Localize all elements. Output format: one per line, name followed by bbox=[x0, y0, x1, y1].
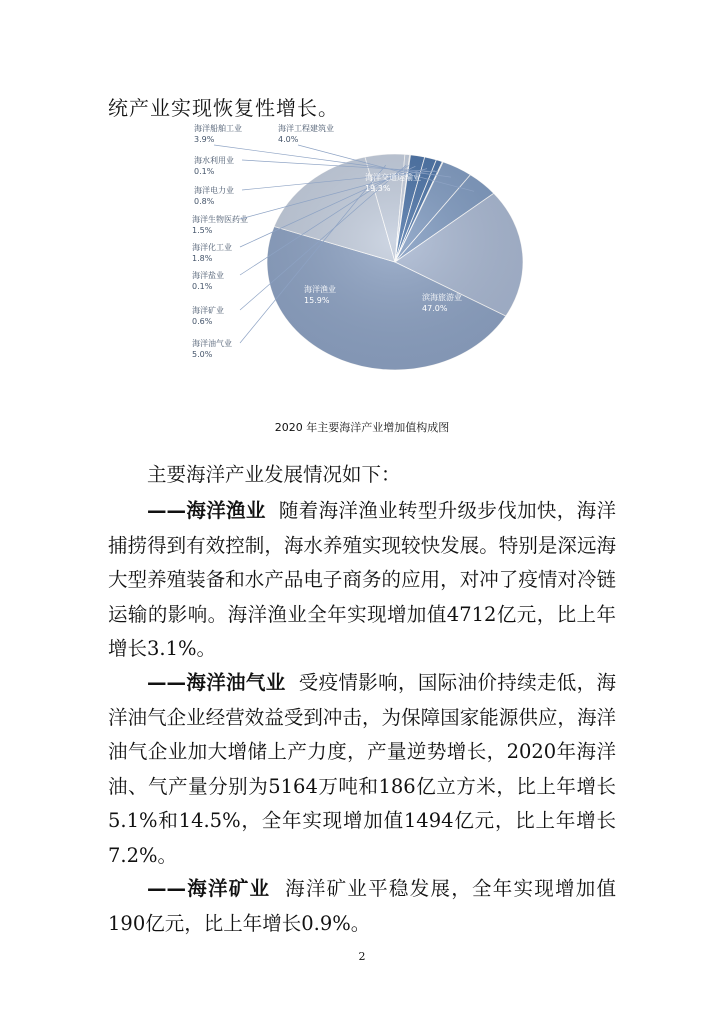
slice-label: 海洋工程建筑业 bbox=[278, 124, 334, 133]
slice-label: 海洋化工业 bbox=[192, 243, 232, 252]
slice-value-label: 3.9% bbox=[194, 135, 215, 144]
slice-value-label: 1.5% bbox=[192, 226, 213, 235]
pie-slices bbox=[267, 154, 523, 370]
slice-label: 海洋盐业 bbox=[192, 271, 224, 280]
slice-value-label: 1.8% bbox=[192, 254, 213, 263]
overview-paragraph: 主要海洋产业发展情况如下： bbox=[147, 463, 401, 486]
intro-line: 统产业实现恢复性增长。 bbox=[108, 96, 339, 120]
section-heading: ——海洋渔业 bbox=[147, 499, 266, 522]
chart-caption: 2020 年主要海洋产业增加值构成图 bbox=[274, 421, 450, 434]
section-body: 海洋矿业平稳发展，全年实现增加值190亿元，比上年增长0.9%。 bbox=[108, 877, 616, 935]
slice-value-label: 0.1% bbox=[192, 282, 213, 291]
slice-value-label: 4.0% bbox=[278, 135, 299, 144]
slice-label: 海水利用业 bbox=[194, 156, 234, 165]
slice-label: 海洋交通运输业 bbox=[365, 173, 421, 182]
slice-value-label: 15.9% bbox=[304, 296, 330, 305]
section-heading: ——海洋油气业 bbox=[147, 671, 286, 694]
slice-value-label: 0.6% bbox=[192, 317, 213, 326]
section-mining bbox=[108, 872, 616, 941]
section-body: 受疫情影响，国际油价持续走低，海洋油气企业经营效益受到冲击，为保障国家能源供应，海洋油气企业加大增储上产力度，产量逆势增长，2020年海洋油、气产量分别为5164万吨和186亿立方米，比上年增长5.1%和14.5%，全年实现增加值1494亿元，比上年增长7.2%。 bbox=[108, 671, 616, 867]
section-heading: ——海洋矿业 bbox=[147, 877, 271, 900]
slice-value-label: 47.0% bbox=[422, 304, 448, 313]
slice-label: 海洋生物医药业 bbox=[192, 215, 248, 224]
slice-label: 滨海旅游业 bbox=[422, 293, 462, 302]
slice-label: 海洋船舶工业 bbox=[194, 124, 242, 133]
slice-label: 海洋电力业 bbox=[194, 186, 234, 195]
section-fishery bbox=[108, 494, 616, 667]
slice-label: 海洋矿业 bbox=[192, 306, 224, 315]
slice-value-label: 0.8% bbox=[194, 197, 215, 206]
slice-value-label: 19.3% bbox=[365, 184, 391, 193]
slice-value-label: 5.0% bbox=[192, 350, 213, 359]
slice-label: 海洋油气业 bbox=[192, 339, 232, 348]
page-number: 2 bbox=[358, 950, 366, 963]
section-oil-gas bbox=[108, 666, 616, 873]
section-body: 随着海洋渔业转型升级步伐加快，海洋捕捞得到有效控制，海水养殖实现较快发展。特别是深远海大型养殖装备和水产品电子商务的应用，对冲了疫情对冷链运输的影响。海洋渔业全年实现增加值4712亿元，比上年增长3.1%。 bbox=[108, 499, 616, 660]
pie-chart bbox=[0, 0, 724, 440]
pie-shading bbox=[267, 154, 523, 370]
slice-value-label: 0.1% bbox=[194, 167, 215, 176]
slice-label: 海洋渔业 bbox=[304, 285, 336, 294]
